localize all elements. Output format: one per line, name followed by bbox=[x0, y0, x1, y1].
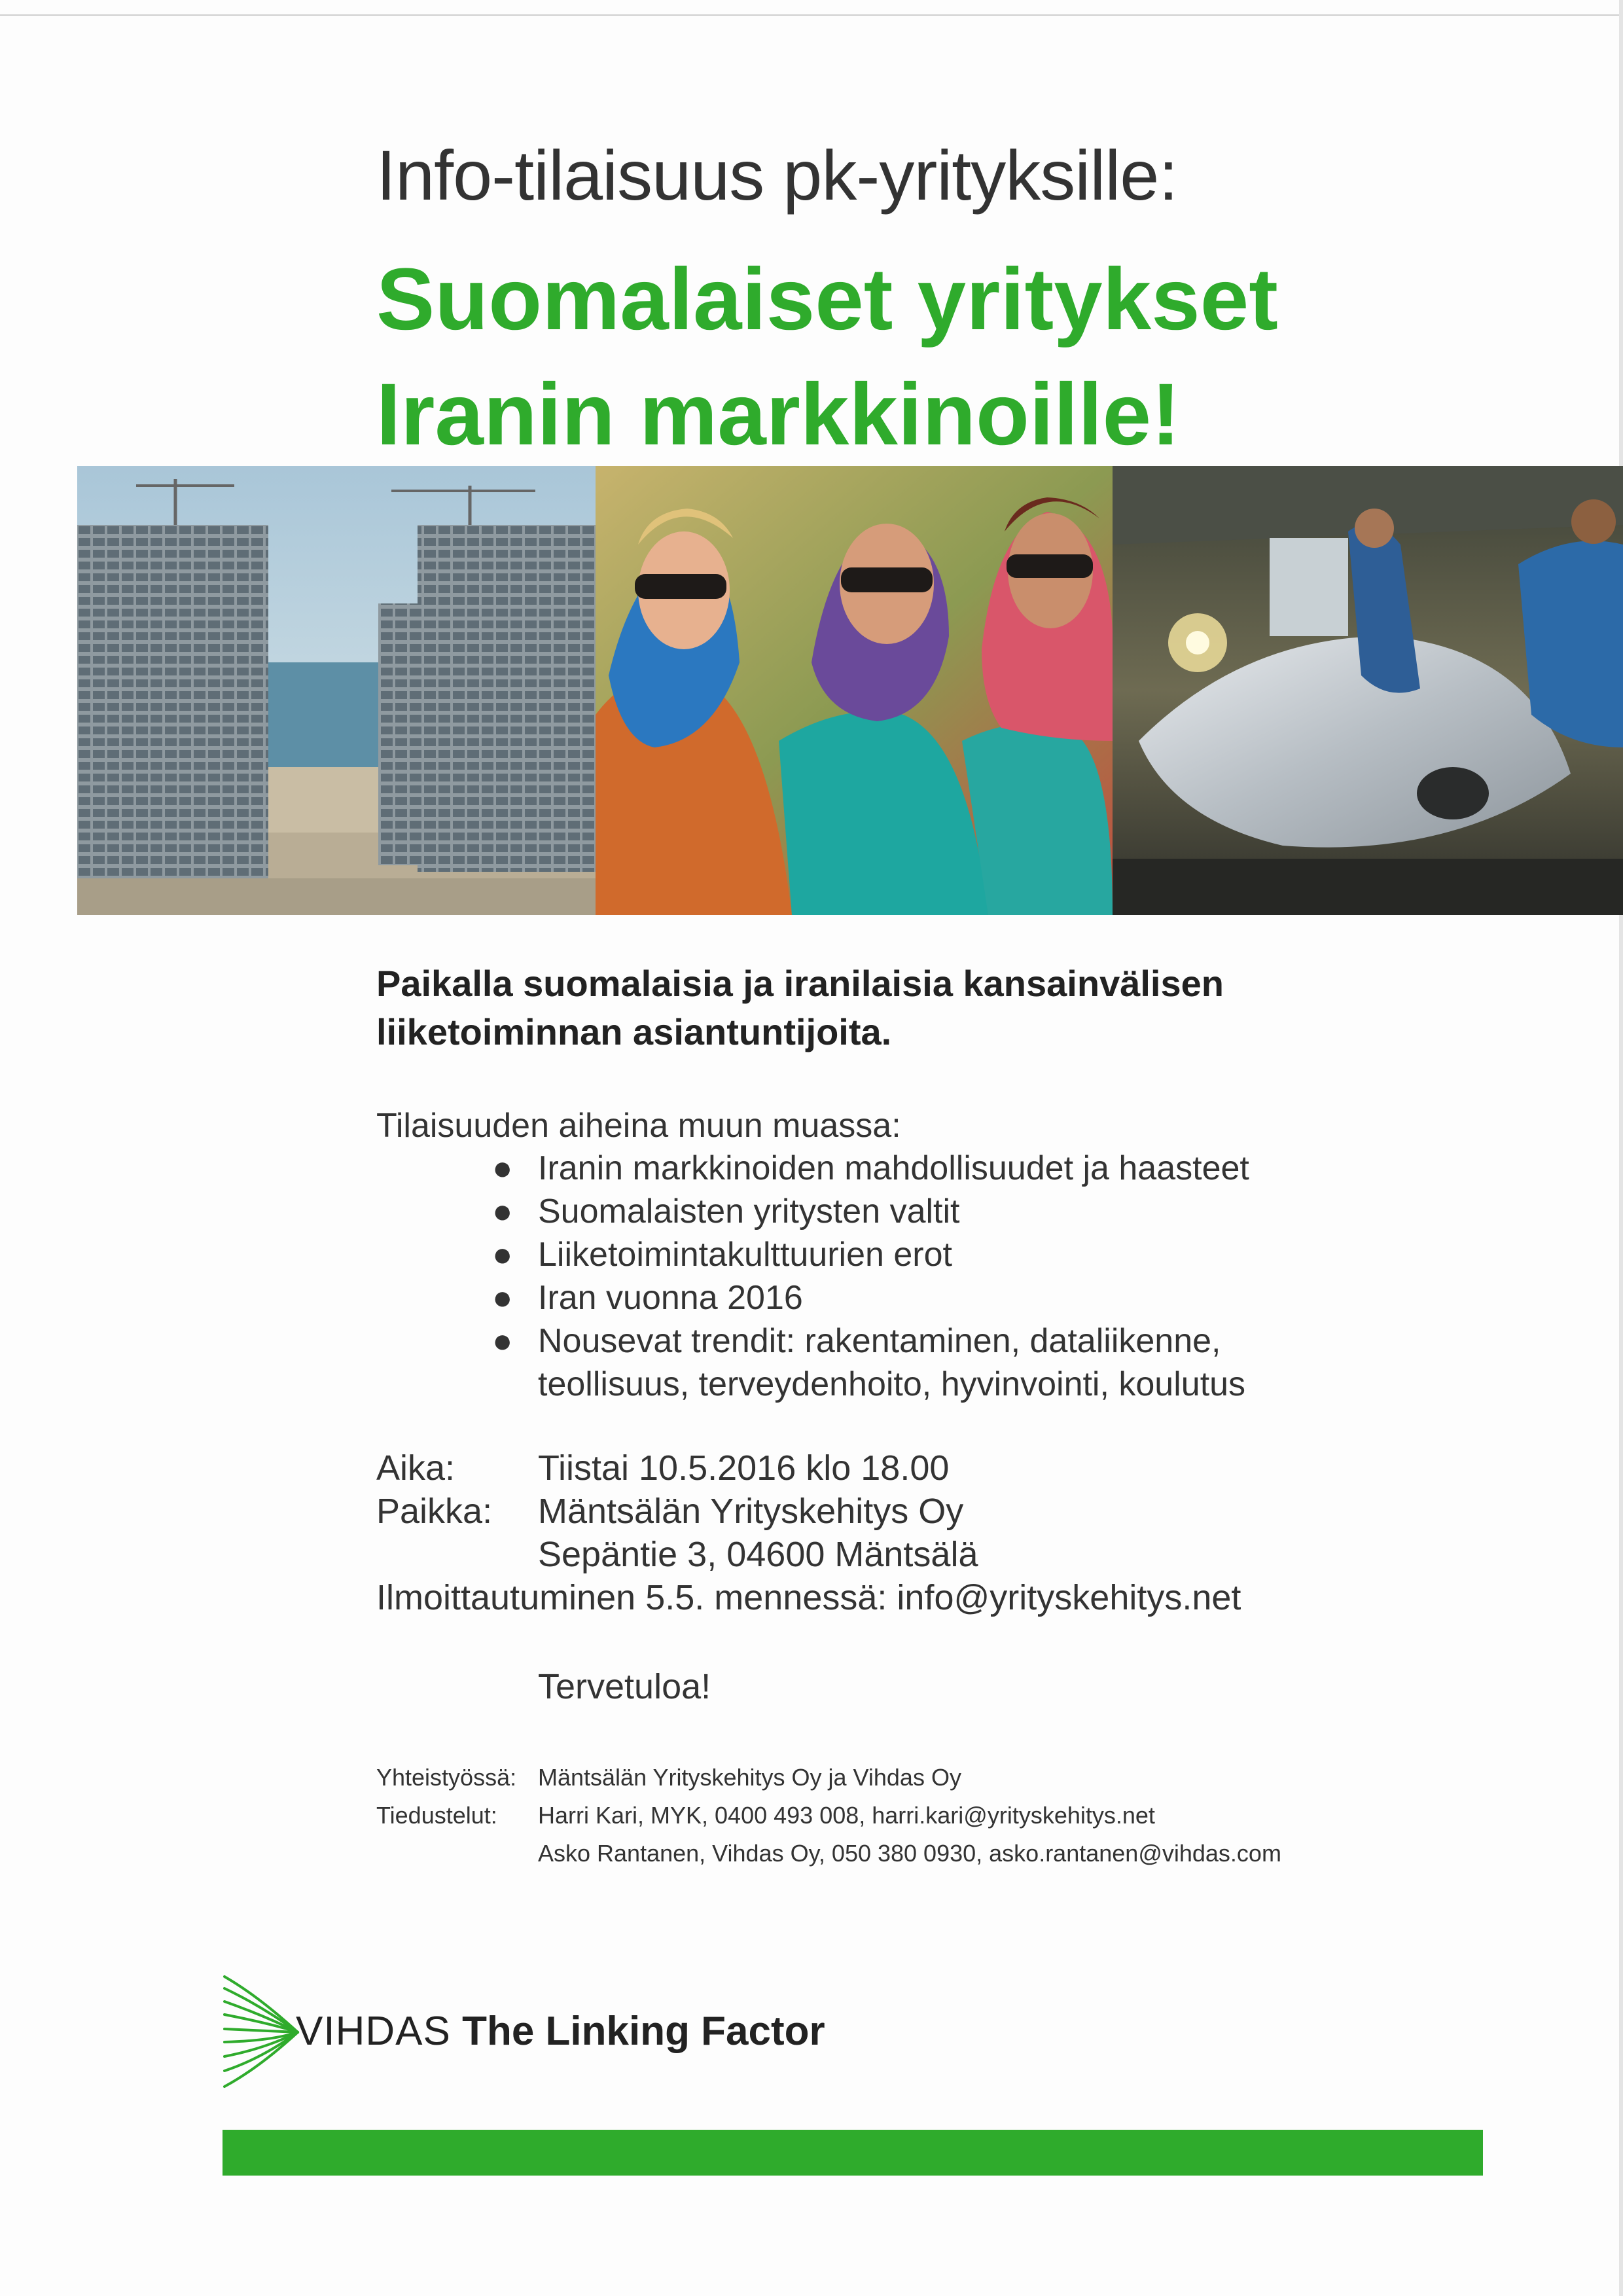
bullet-icon: ● bbox=[492, 1279, 513, 1317]
event-title bbox=[376, 242, 1278, 473]
list-item bbox=[484, 1190, 1249, 1233]
registration-text: Ilmoittautuminen 5.5. mennessä: info@yrityskehitys.net bbox=[376, 1578, 1241, 1617]
topics-intro: Tilaisuuden aiheina muun muassa: bbox=[376, 1107, 901, 1145]
car-factory-welding-photo bbox=[1113, 466, 1623, 915]
place-value-line-1: Mäntsälän Yrityskehitys Oy bbox=[538, 1492, 964, 1531]
event-title-line-1: Suomalaiset yritykset bbox=[376, 251, 1278, 348]
list-item bbox=[484, 1319, 1249, 1406]
footer-accent-bar bbox=[223, 2130, 1483, 2176]
cooperation-value: Mäntsälän Yrityskehitys Oy ja Vihdas Oy bbox=[538, 1764, 961, 1791]
time-label: Aika: bbox=[376, 1448, 455, 1488]
footer-brand bbox=[296, 2008, 825, 2054]
place-value-line-2: Sepäntie 3, 04600 Mäntsälä bbox=[538, 1535, 978, 1574]
scan-edge-shadow bbox=[1619, 0, 1623, 2296]
inquiry-contact-1: Harri Kari, MYK, 0400 493 008, harri.kari@yrityskehitys.net bbox=[538, 1802, 1155, 1829]
cooperation-label: Yhteistyössä: bbox=[376, 1764, 517, 1791]
topic-text: Nousevat trendit: rakentaminen, dataliikenne, bbox=[538, 1322, 1221, 1360]
topic-text: Liiketoimintakulttuurien erot bbox=[538, 1236, 952, 1274]
scan-edge-line bbox=[0, 14, 1623, 16]
lead-line-2: liiketoiminnan asiantuntijoita. bbox=[376, 1011, 892, 1052]
event-subtitle: Info-tilaisuus pk-yrityksille: bbox=[376, 135, 1178, 215]
topic-text: Iranin markkinoiden mahdollisuudet ja haasteet bbox=[538, 1149, 1249, 1187]
list-item bbox=[484, 1147, 1249, 1190]
lead-statement bbox=[376, 960, 1224, 1056]
inquiries-label: Tiedustelut: bbox=[376, 1802, 497, 1829]
brand-name: VIHDAS bbox=[296, 2009, 451, 2054]
construction-towers-photo bbox=[77, 466, 596, 915]
topic-text: Suomalaisten yritysten valtit bbox=[538, 1193, 960, 1230]
women-in-headscarves-photo bbox=[596, 466, 1113, 915]
bullet-icon: ● bbox=[492, 1149, 513, 1187]
bullet-icon: ● bbox=[492, 1322, 513, 1360]
lead-line-1: Paikalla suomalaisia ja iranilaisia kansainvälisen bbox=[376, 963, 1224, 1004]
vihdas-logo-icon bbox=[219, 1970, 304, 2094]
photo-strip bbox=[77, 466, 1623, 915]
topics-list bbox=[484, 1147, 1249, 1406]
place-label: Paikka: bbox=[376, 1492, 493, 1531]
inquiry-contact-2: Asko Rantanen, Vihdas Oy, 050 380 0930, asko.rantanen@vihdas.com bbox=[538, 1840, 1281, 1867]
bullet-icon: ● bbox=[492, 1236, 513, 1274]
welcome-text: Tervetuloa! bbox=[538, 1667, 711, 1706]
topic-text: Iran vuonna 2016 bbox=[538, 1279, 803, 1317]
list-item bbox=[484, 1276, 1249, 1319]
bullet-icon: ● bbox=[492, 1193, 513, 1230]
topic-text-continued: teollisuus, terveydenhoito, hyvinvointi, koulutus bbox=[538, 1365, 1246, 1403]
list-item bbox=[484, 1233, 1249, 1276]
event-title-line-2: Iranin markkinoille! bbox=[376, 366, 1181, 463]
brand-tagline: The Linking Factor bbox=[462, 2009, 825, 2054]
time-value: Tiistai 10.5.2016 klo 18.00 bbox=[538, 1448, 950, 1488]
